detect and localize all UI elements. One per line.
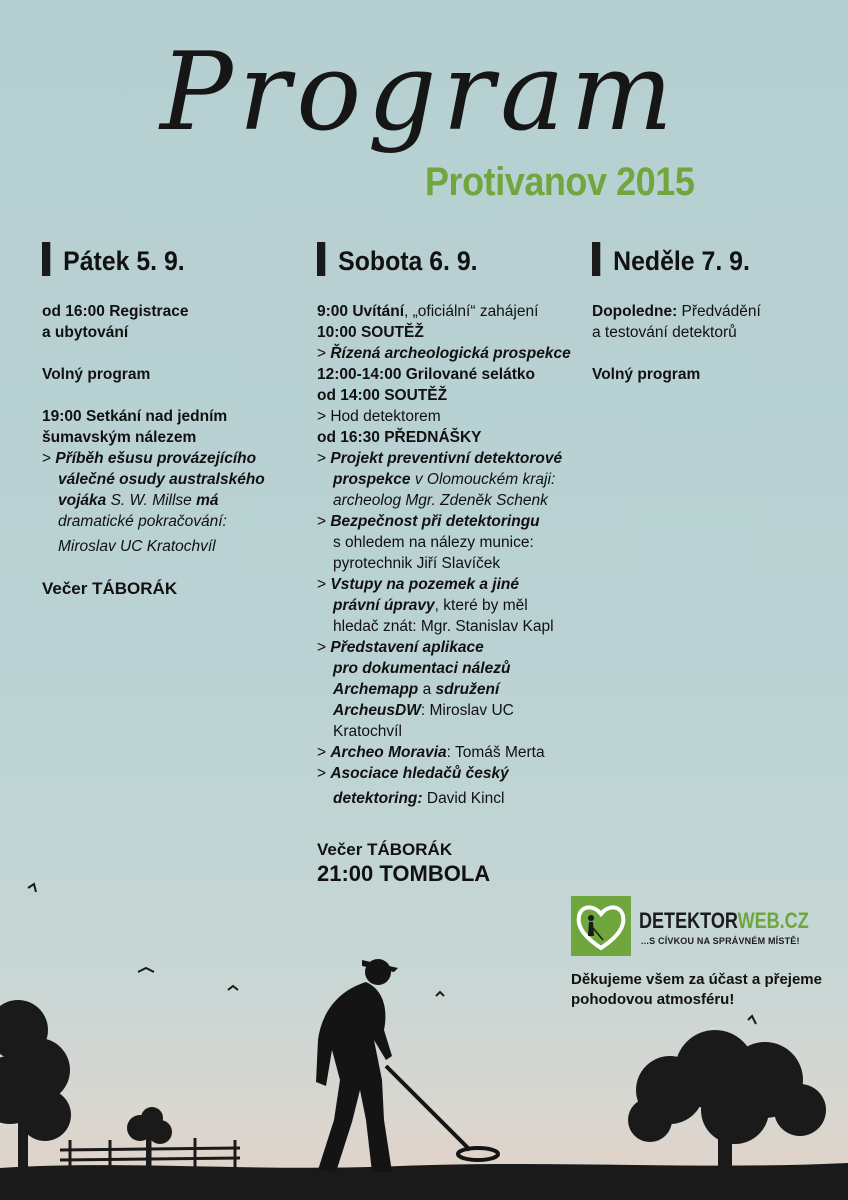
program-line: 9:00 Uvítání (317, 303, 405, 320)
right-tree-silhouette (628, 1030, 826, 1170)
program-line: : Tomáš Merta (446, 744, 545, 761)
saturday-program (317, 301, 571, 888)
program-line: a (418, 681, 436, 698)
program-line: má (196, 492, 219, 509)
page-title: Program (160, 30, 679, 155)
program-line: a testování detektorů (592, 324, 737, 341)
program-line: Archeo Moravia (330, 744, 447, 761)
program-line: : Miroslav UC (420, 702, 514, 719)
sunday-heading (592, 242, 750, 277)
bullet-marker: > (42, 450, 56, 467)
tombola-item: 21:00 TOMBOLA (317, 861, 491, 886)
friday-heading (42, 242, 185, 277)
thanks-line: Děkujeme všem za účast a přejeme (571, 971, 822, 988)
program-line: v Olomouckém kraji: (410, 471, 556, 488)
program-line: od 14:00 SOUTĚŽ (317, 387, 448, 404)
program-line: od 16:30 PŘEDNÁŠKY (317, 429, 482, 446)
program-line: a ubytování (42, 324, 129, 341)
program-line: válečné osudy australského (58, 471, 265, 488)
left-tree-silhouette (0, 1000, 71, 1170)
friday-program (42, 301, 265, 599)
saturday-heading-text: Sobota 6. 9. (338, 246, 478, 276)
program-line: dramatické pokračování: (58, 513, 227, 530)
program-line: Projekt preventivní detektorové (330, 450, 563, 467)
program-line: pyrotechnik Jiří Slavíček (333, 555, 501, 572)
thanks-message (571, 970, 822, 1010)
detector-shaft (386, 1066, 470, 1150)
program-line: prospekce (333, 471, 411, 488)
program-line: právní úpravy (333, 597, 435, 614)
heading-bar (592, 242, 600, 276)
program-line: , „oficiální“ zahájení (404, 303, 539, 320)
bullet-marker: > (317, 513, 331, 530)
bullet-marker: > (317, 450, 331, 467)
program-line: Představení aplikace (330, 639, 484, 656)
evening-item: Večer TÁBORÁK (42, 579, 178, 598)
detectorist-silhouette (316, 959, 398, 1172)
thanks-line: pohodovou atmosféru! (571, 991, 735, 1008)
program-line: hledač znát: Mgr. Stanislav Kapl (333, 618, 554, 635)
program-line: 12:00-14:00 Grilované selátko (317, 366, 535, 383)
logo-word-b: WEB.CZ (737, 908, 809, 933)
program-line: Dopoledne: (592, 303, 678, 320)
program-line: Kratochvíl (333, 723, 402, 740)
program-line: detektoring: (333, 790, 423, 807)
detector-coil (458, 1148, 498, 1160)
program-line: S. W. Millse (106, 492, 197, 509)
heart-logo-icon (571, 896, 631, 956)
program-line: šumavským nálezem (42, 429, 197, 446)
program-line: sdružení (435, 681, 500, 698)
evening-item: Večer TÁBORÁK (317, 840, 453, 859)
program-line: , které by měl (434, 597, 528, 614)
program-line: archeolog Mgr. Zdeněk Schenk (333, 492, 548, 509)
program-line: Asociace hledačů český (330, 765, 509, 782)
program-line: Volný program (42, 366, 151, 383)
bullet-marker: > (317, 576, 331, 593)
program-line: Miroslav UC Kratochvíl (58, 538, 216, 555)
bullet-marker: > (317, 765, 331, 782)
program-line: Vstupy na pozemek a jiné (330, 576, 520, 593)
logo-wordmark (639, 908, 809, 934)
program-line: Volný program (592, 366, 701, 383)
program-line: Předvádění (677, 303, 761, 320)
program-line: Archemapp (333, 681, 419, 698)
logo-tagline: ...S CÍVKOU NA SPRÁVNÉM MÍSTĚ! (641, 936, 800, 946)
friday-heading-text: Pátek 5. 9. (63, 246, 185, 276)
small-tree-silhouette (127, 1107, 172, 1166)
program-line: Příběh ešusu provázejícího (55, 450, 257, 467)
bullet-marker: > (317, 639, 331, 656)
saturday-heading (317, 242, 478, 277)
page-subtitle: Protivanov 2015 (425, 160, 695, 204)
program-line: vojáka (58, 492, 107, 509)
program-line: > Hod detektorem (317, 408, 441, 425)
program-line: od 16:00 Registrace (42, 303, 189, 320)
bullet-marker: > (317, 345, 331, 362)
program-line: Řízená archeologická prospekce (330, 345, 571, 362)
program-line: Bezpečnost při detektoringu (330, 513, 540, 530)
program-line: ArcheusDW (333, 702, 421, 719)
program-line: 10:00 SOUTĚŽ (317, 324, 424, 341)
program-line: pro dokumentaci nálezů (333, 660, 511, 677)
heading-bar (317, 242, 325, 276)
program-line: 19:00 Setkání nad jedním (42, 408, 228, 425)
program-line: s ohledem na nálezy munice: (333, 534, 534, 551)
logo-word-a: DETEKTOR (639, 908, 738, 933)
program-line: David Kincl (422, 790, 505, 807)
sunday-program (592, 301, 761, 385)
detektorweb-logo (571, 896, 811, 960)
heading-bar (42, 242, 50, 276)
sunday-heading-text: Neděle 7. 9. (613, 246, 750, 276)
bullet-marker: > (317, 744, 331, 761)
